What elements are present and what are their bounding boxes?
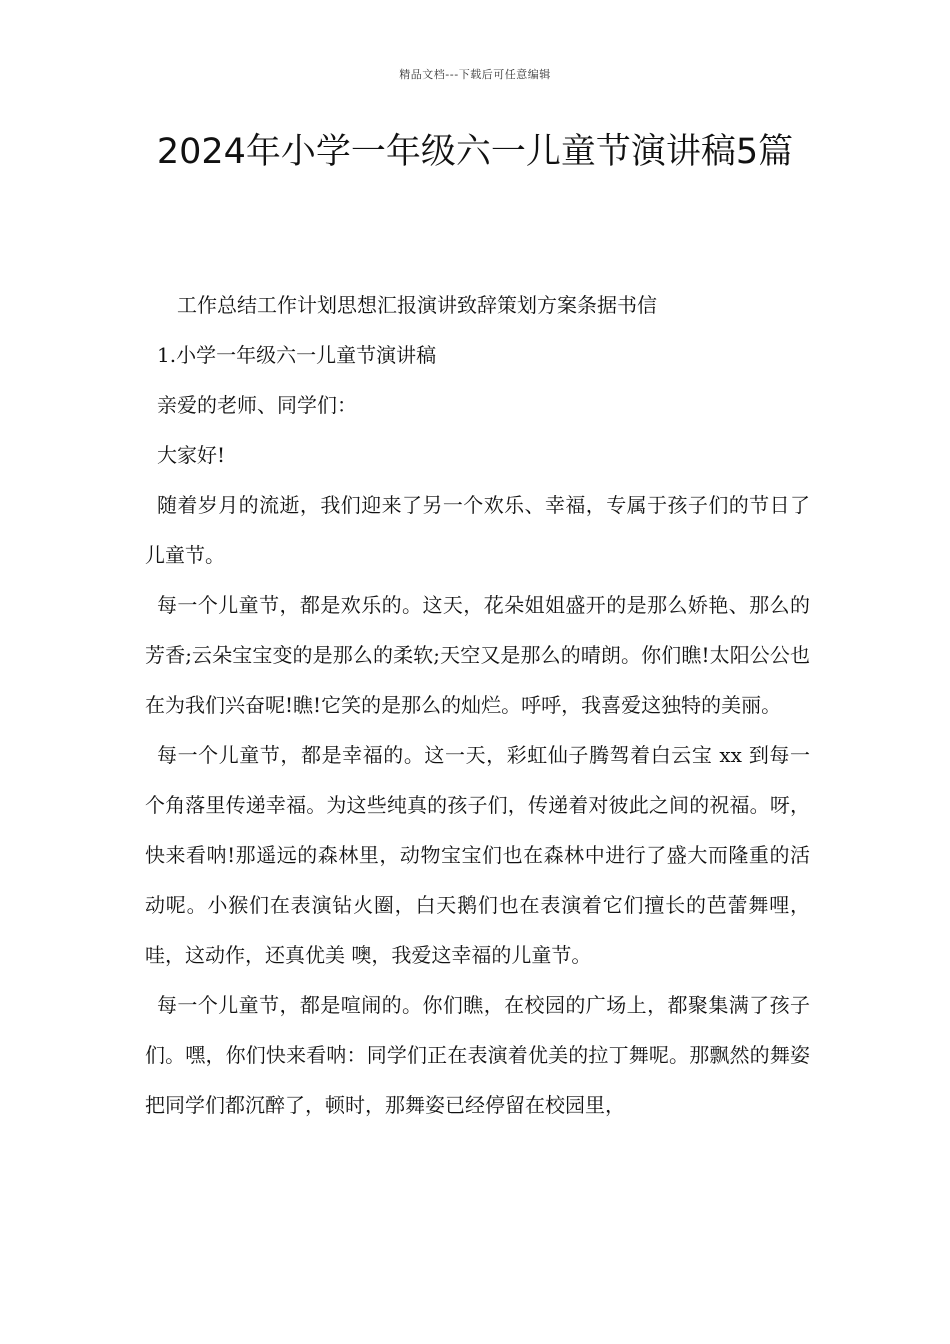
paragraph: 每一个儿童节，都是欢乐的。这天，花朵姐姐盛开的是那么娇艳、那么的芳香;云朵宝宝变的是那么的柔软;天空又是那么的晴朗。你们瞧!太阳公公也在为我们兴奋呢!瞧!它笑的是那么的灿烂。呼呼，我喜爱这独特的美丽。 — [145, 593, 810, 717]
section-heading: 1.小学一年级六一儿童节演讲稿 — [157, 343, 437, 367]
paragraph: 每一个儿童节，都是喧闹的。你们瞧，在校园的广场上，都聚集满了孩子们。嘿，你们快来看呐：同学们正在表演着优美的拉丁舞呢。那飘然的舞姿把同学们都沉醉了，顿时，那舞姿已经停留在校园里， — [145, 993, 810, 1117]
document-title: 2024年小学一年级六一儿童节演讲稿5篇 — [156, 132, 794, 172]
header-note: 精品文档---下载后可任意编辑 — [399, 68, 551, 81]
paragraph: 每一个儿童节，都是幸福的。这一天，彩虹仙子腾驾着白云宝 xx 到每一个角落里传递幸福。为这些纯真的孩子们，传递着对彼此之间的祝福。呀，快来看呐!那遥远的森林里，动物宝宝们也在森林中进行了盛大而隆重的活动呢。小猴们在表演钻火圈，白天鹅们也在表演着它们擅长的芭蕾舞哩，哇，这动作，还真优美 噢，我爱这幸福的儿童节。 — [145, 743, 810, 967]
paragraph: 随着岁月的流逝，我们迎来了另一个欢乐、幸福，专属于孩子们的节日了 儿童节。 — [145, 493, 810, 567]
greeting: 大家好! — [157, 443, 226, 467]
category-line: 工作总结工作计划思想汇报演讲致辞策划方案条据书信 — [177, 293, 657, 317]
salutation: 亲爱的老师、同学们： — [157, 393, 357, 417]
document-body — [145, 280, 810, 1130]
